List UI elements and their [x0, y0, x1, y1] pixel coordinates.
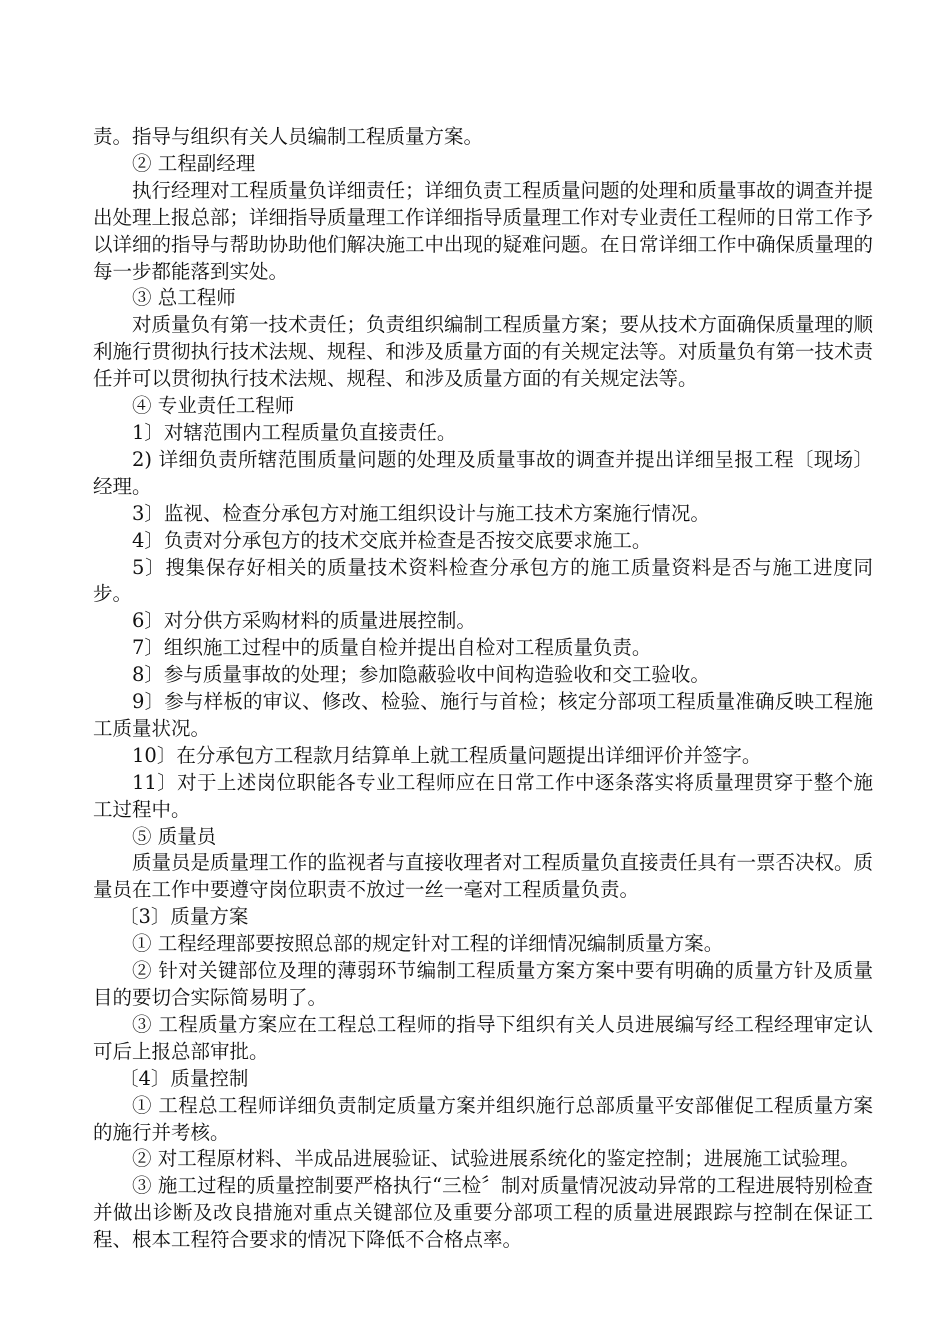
section-heading: 〔3〕质量方案 [119, 905, 249, 929]
section-heading: ⑤ 质量员 [132, 824, 217, 848]
list-item: 5〕搜集保存好相关的质量技术资料检查分承包方的施工质量资料是否与施工进度同步。 [93, 555, 873, 606]
list-item: ① 工程总工程师详细负责制定质量方案并组织施行总部质量平安部催促工程质量方案的施行并考核。 [93, 1093, 873, 1144]
document-body [93, 124, 873, 1254]
list-item: 10〕在分承包方工程款月结算单上就工程质量问题提出详细评价并签字。 [132, 743, 762, 767]
list-item: 8〕参与质量事故的处理；参加隐蔽验收中间构造验收和交工验收。 [132, 663, 710, 687]
paragraph: 对质量负有第一技术责任；负责组织编制工程质量方案；要从技术方面确保质量理的顺利施行贯彻执行技术法规、规程、和涉及质量方面的有关规定法等。对质量负有第一技术责任并可以贯彻执行技术法规、规程、和涉及质量方面的有关规定法等。 [93, 313, 874, 391]
section-heading: ③ 总工程师 [132, 286, 236, 310]
section-heading: ④ 专业责任工程师 [132, 394, 295, 418]
list-item: ③ 工程质量方案应在工程总工程师的指导下组织有关人员进展编写经工程经理审定认可后上报总部审批。 [93, 1012, 873, 1063]
list-item: 6〕对分供方采购材料的质量进展控制。 [132, 609, 476, 633]
paragraph: 责。指导与组织有关人员编制工程质量方案。 [93, 125, 484, 148]
list-item: 4〕负责对分承包方的技术交底并检查是否按交底要求施工。 [132, 528, 652, 552]
list-item: ② 针对关键部位及理的薄弱环节编制工程质量方案方案中要有明确的质量方针及质量目的要切合实际简易明了。 [93, 959, 873, 1009]
list-item: 2) 详细负责所辖范围质量问题的处理及质量事故的调查并提出详细呈报工程〔现场〕经理。 [93, 447, 873, 498]
list-item: 11〕对于上述岗位职能各专业工程师应在日常工作中逐条落实将质量理贯穿于整个施工过程中。 [93, 770, 873, 821]
list-item: 7〕组织施工过程中的质量自检并提出自检对工程质量负责。 [132, 636, 652, 660]
list-item: 9〕参与样板的审议、修改、检验、施行与首检；核定分部项工程质量准确反映工程施工质量状况。 [93, 690, 873, 740]
list-item: 3〕监视、检查分承包方对施工组织设计与施工技术方案施行情况。 [132, 501, 710, 525]
paragraph: 执行经理对工程质量负详细责任；详细负责工程质量问题的处理和质量事故的调查并提出处理上报总部；详细指导质量理工作详细指导质量理工作对专业责任工程师的日常工作予以详细的指导与帮助协助他们解决施工中出现的疑难问题。在日常详细工作中确保质量理的每一步都能落到实处。 [93, 178, 874, 283]
paragraph: 质量员是质量理工作的监视者与直接收理者对工程质量负直接责任具有一票否决权。质量员在工作中要遵守岗位职责不放过一丝一毫对工程质量负责。 [93, 851, 874, 902]
list-item: 1〕对辖范围内工程质量负直接责任。 [132, 420, 457, 444]
section-heading: 〔4〕质量控制 [119, 1066, 249, 1090]
list-item: ③ 施工过程的质量控制要严格执行“三检〞制对质量情况波动异常的工程进展特别检查并做出诊断及改良措施对重点关键部位及重要分部项工程的质量进展跟踪与控制在保证工程、根本工程符合要求的情况下降低不合格点率。 [93, 1174, 873, 1252]
list-item: ② 对工程原材料、半成品进展验证、试验进展系统化的鉴定控制；进展施工试验理。 [132, 1147, 860, 1171]
section-heading: ② 工程副经理 [132, 151, 256, 175]
list-item: ① 工程经理部要按照总部的规定针对工程的详细情况编制质量方案。 [132, 932, 724, 956]
